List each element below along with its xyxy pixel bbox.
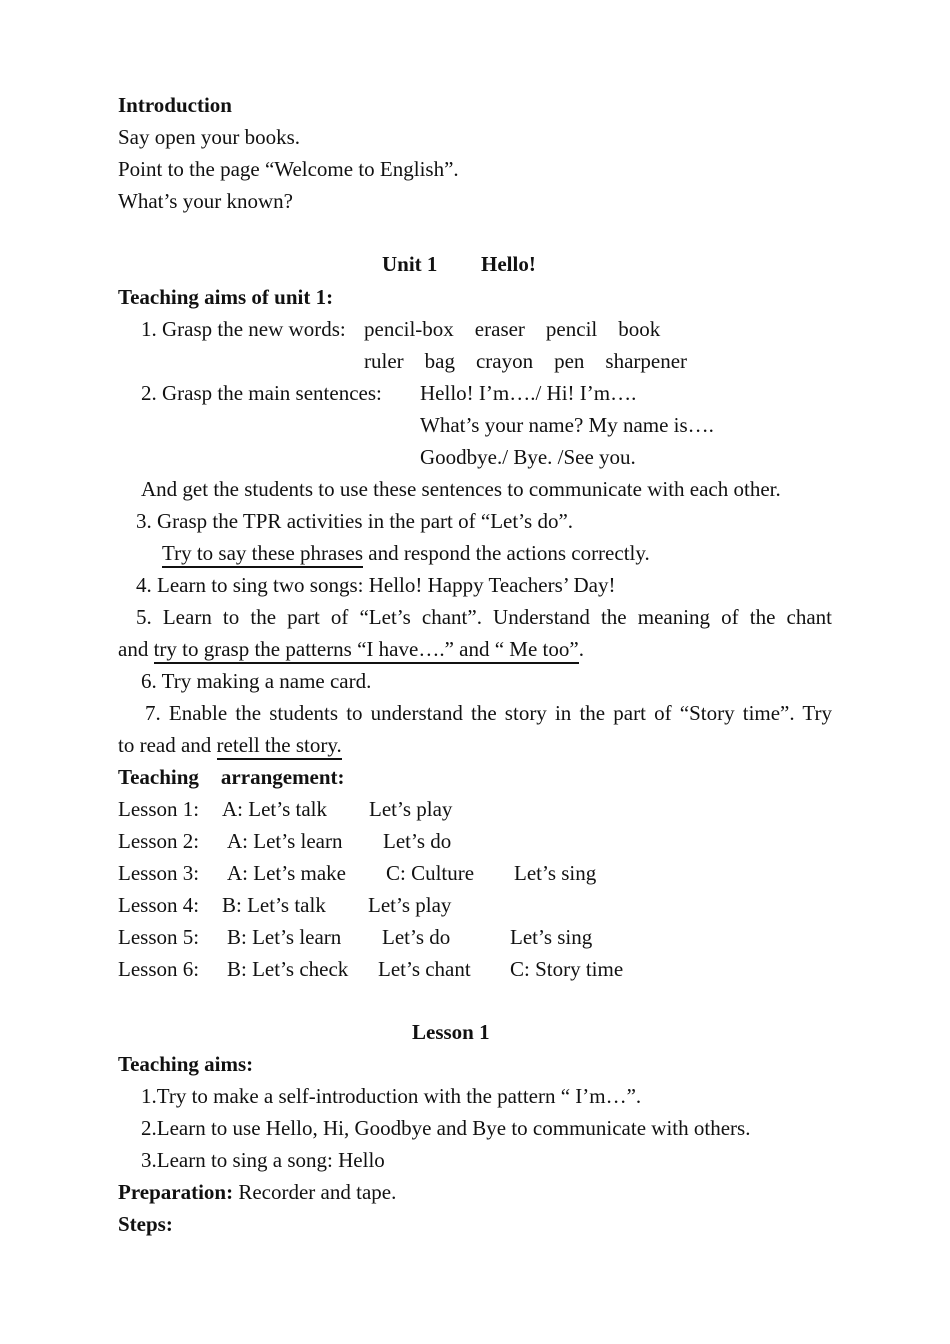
lesson-row-label: Lesson 2: — [118, 829, 200, 853]
lesson-row-item: C: Culture — [386, 861, 475, 885]
aim-7: 7. Enable the students to understand the story in the part of “Story time”. Try — [145, 701, 832, 725]
aim-1-lead: 1. Grasp the new words: — [141, 317, 351, 341]
lesson1-aims-heading: Teaching aims: — [118, 1052, 254, 1076]
underlined-phrase: Try to say these phrases — [162, 541, 363, 568]
lesson-row-label: Lesson 4: — [118, 893, 200, 917]
lesson1-aim: 3.Learn to sing a song: Hello — [141, 1148, 385, 1172]
lesson-row-item: Let’s do — [383, 829, 452, 853]
lesson-row-item: A: Let’s make — [227, 861, 346, 885]
lesson-row-label: Lesson 3: — [118, 861, 200, 885]
aim-7-line2 — [118, 731, 342, 759]
lesson-row-item: Let’s sing — [514, 861, 597, 885]
lesson-row-item: Let’s play — [368, 893, 452, 917]
lesson1-aim: 2.Learn to use Hello, Hi, Goodbye and Bye to communicate with others. — [141, 1116, 751, 1140]
aim-3: 3. Grasp the TPR activities in the part of “Let’s do”. — [136, 509, 574, 533]
lesson-row-label: Lesson 6: — [118, 957, 200, 981]
steps-heading: Steps: — [118, 1212, 173, 1236]
aim-2-tail: And get the students to use these sentences to communicate with each other. — [141, 477, 781, 501]
aim-5: 5. Learn to the part of “Let’s chant”. Understand the meaning of the chant — [136, 605, 832, 629]
lesson-row-item: Let’s do — [382, 925, 451, 949]
lesson-row-item: Let’s play — [369, 797, 453, 821]
aim-2-sentence: Hello! I’m…./ Hi! I’m…. — [420, 381, 637, 405]
underlined-phrase: try to grasp the patterns “I have….” and “ Me too” — [154, 637, 579, 664]
intro-line: What’s your known? — [118, 189, 293, 213]
intro-heading: Introduction — [118, 93, 232, 117]
lesson-row-label: Lesson 1: — [118, 797, 200, 821]
unit-title: Hello! — [481, 252, 536, 276]
aim-1-words: ruler bag crayon pen sharpener — [364, 349, 688, 373]
lesson-row-item: A: Let’s talk — [222, 797, 327, 821]
lesson1-title: Lesson 1 — [412, 1020, 490, 1044]
aim-5-pre: and — [118, 637, 154, 661]
aim-3-line2 — [162, 539, 650, 567]
arrangement-heading: Teaching arrangement: — [118, 765, 345, 789]
unit-label: Unit 1 — [382, 252, 438, 276]
lesson-row-item: B: Let’s check — [227, 957, 349, 981]
intro-line: Say open your books. — [118, 125, 300, 149]
aim-5-post: . — [578, 637, 584, 661]
preparation-label: Preparation: — [118, 1180, 234, 1204]
lesson-row-item: B: Let’s talk — [222, 893, 326, 917]
lesson-row-item: B: Let’s learn — [227, 925, 342, 949]
aim-3-rest: and respond the actions correctly. — [363, 541, 650, 565]
preparation-value: Recorder and tape. — [233, 1180, 397, 1204]
aim-5-line2 — [118, 635, 584, 663]
aim-4: 4. Learn to sing two songs: Hello! Happy Teachers’ Day! — [136, 573, 616, 597]
lesson1-aim: 1.Try to make a self-introduction with the pattern “ I’m…”. — [141, 1084, 642, 1108]
aim-2-lead: 2. Grasp the main sentences: — [141, 381, 382, 405]
aim-6: 6. Try making a name card. — [141, 669, 372, 693]
aim-7-pre: to read and — [118, 733, 217, 757]
preparation-line — [118, 1178, 396, 1206]
intro-line: Point to the page “Welcome to English”. — [118, 157, 459, 181]
lesson-row-item: Let’s sing — [510, 925, 593, 949]
aim-1-words: pencil-box eraser pencil book — [364, 317, 661, 341]
aim-2-sentence: Goodbye./ Bye. /See you. — [420, 445, 636, 469]
lesson-row-item: C: Story time — [510, 957, 624, 981]
aim-2-sentence: What’s your name? My name is…. — [420, 413, 714, 437]
lesson-row-label: Lesson 5: — [118, 925, 200, 949]
lesson-row-item: Let’s chant — [378, 957, 471, 981]
underlined-phrase: retell the story. — [217, 733, 342, 760]
aims-heading: Teaching aims of unit 1: — [118, 285, 334, 309]
lesson-row-item: A: Let’s learn — [227, 829, 343, 853]
